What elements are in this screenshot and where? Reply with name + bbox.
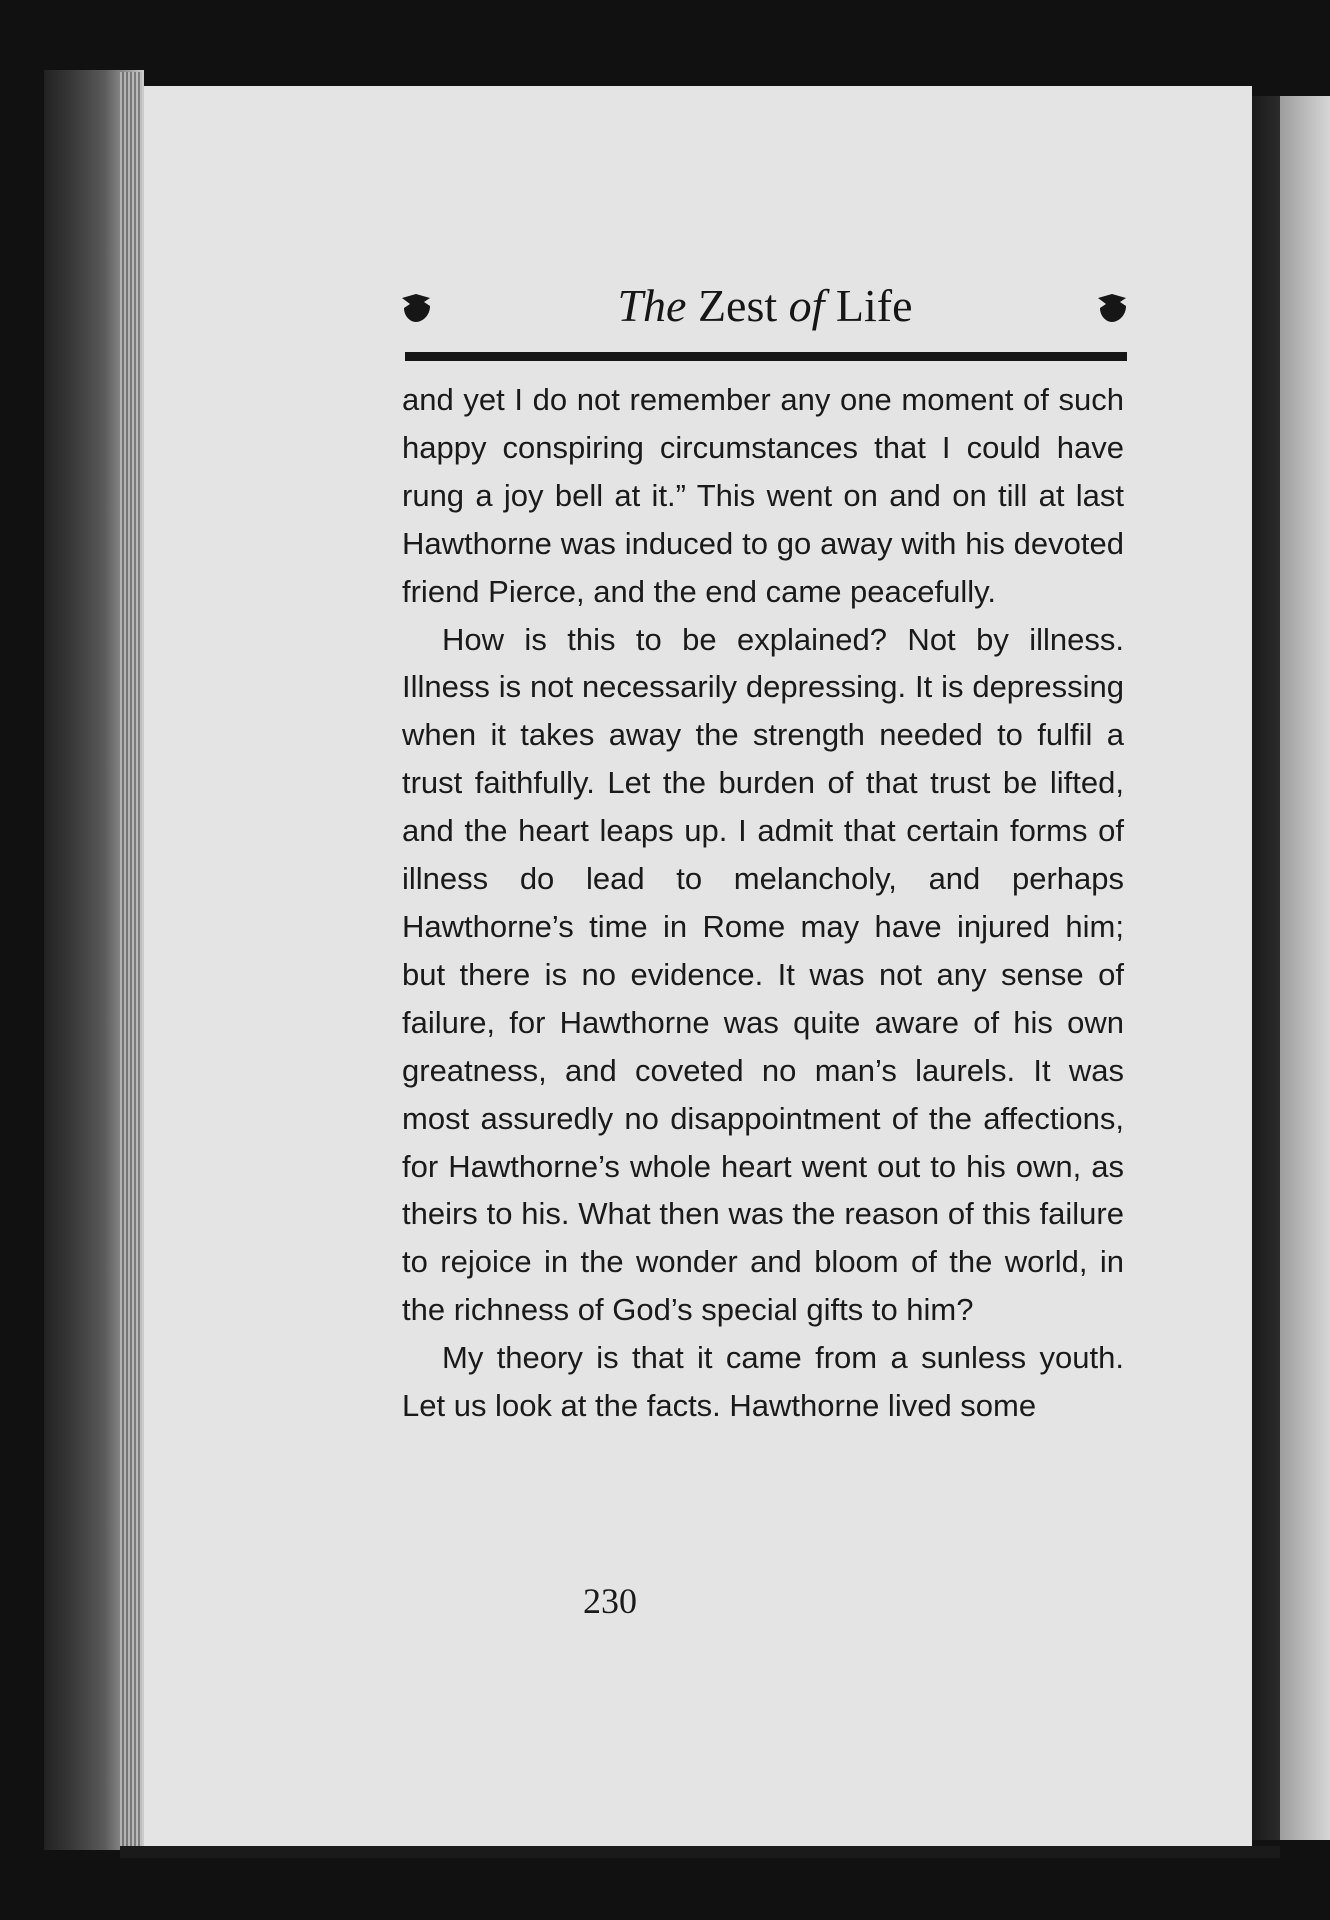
paragraph: My theory is that it came from a sunless youth. Let us look at the facts. Hawthorne lived some [402, 1340, 1124, 1424]
page-number: 230 [583, 1581, 637, 1621]
running-head-title [400, 276, 1130, 336]
body-text [402, 376, 1124, 1430]
gutter-shadow [1252, 96, 1280, 1840]
running-head [400, 276, 1130, 340]
paragraph: and yet I do not remember any one moment of such happy conspiring circumstances that I could have rung a joy bell at it.” This went on and on till at last Hawthorne was induced to go away with his devoted friend Pierce, and the end came peacefully. [402, 382, 1124, 609]
ornament-icon [1096, 292, 1130, 324]
page-stack-edge [120, 72, 142, 1848]
header-rule [405, 352, 1127, 361]
facing-page-edge [1280, 96, 1330, 1840]
title-word-zest: Zest [697, 280, 778, 331]
title-word-life: Life [835, 280, 913, 331]
paragraph: How is this to be explained? Not by illness. Illness is not necessarily depressing. It is depressing when it takes away the strength needed to fulfil a trust faithfully. Let the burden of that trust be lifted, and the heart leaps up. I admit that certain forms of illness do lead to melancholy, and perhaps Hawthorne’s time in Rome may have injured him; but there is no evidence. It was not any sense of failure, for Hawthorne was quite aware of his own greatness, and coveted no man’s laurels. It was most assuredly no disappointment of the affections, for Hawthorne’s whole heart went out to his own, as theirs to his. What then was the reason of this failure to rejoice in the wonder and bloom of the world, in the richness of God’s special gifts to him? [402, 621, 1124, 1328]
title-word-the: The [617, 280, 687, 331]
title-word-of: of [788, 280, 825, 331]
bottom-shadow [120, 1846, 1280, 1858]
